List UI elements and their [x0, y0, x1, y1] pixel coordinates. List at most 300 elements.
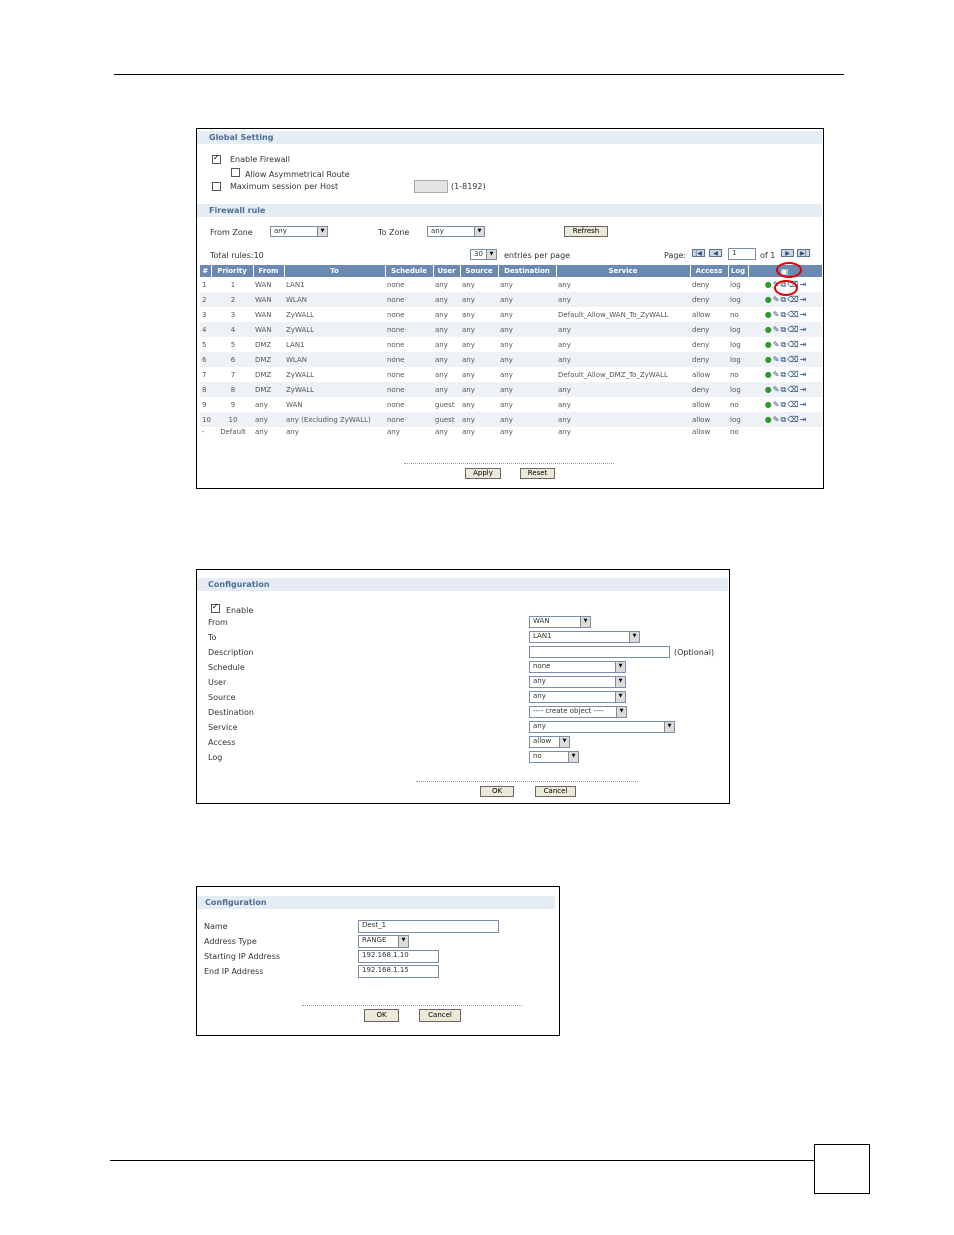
source-select[interactable] [529, 691, 626, 703]
end-ip-input[interactable] [358, 965, 439, 978]
delete-icon[interactable]: ⌫ [787, 294, 799, 304]
table-cell: any [462, 370, 475, 379]
chevron-down-icon: ▼ [629, 632, 639, 642]
chevron-down-icon: ▼ [616, 707, 626, 717]
to-zone-label: To Zone [378, 228, 410, 237]
allow-asym-label: Allow Asymmetrical Route [245, 170, 350, 179]
rule-config-screen [196, 569, 730, 804]
chevron-down-icon: ▼ [664, 722, 674, 732]
col-header: Service [556, 265, 690, 277]
table-cell: 10 [200, 412, 211, 427]
total-rules: Total rules:10 [210, 251, 264, 260]
table-cell: ZyWALL [286, 310, 315, 319]
table-cell: deny [690, 352, 728, 367]
chevron-down-icon: ▼ [486, 250, 496, 259]
address-type-select[interactable] [358, 935, 409, 948]
destination-select[interactable] [529, 706, 627, 718]
table-cell: deny [690, 322, 728, 337]
chevron-down-icon: ▼ [615, 692, 625, 702]
table-cell: WLAN [284, 352, 385, 367]
table-cell: DMZ [255, 340, 272, 349]
clone-icon[interactable]: ⧉ [780, 324, 787, 334]
table-cell: 7 [230, 370, 236, 379]
first-page-button[interactable]: |◀ [692, 249, 705, 257]
table-cell: any [558, 400, 571, 409]
table-cell: any [556, 412, 690, 427]
table-cell: ZyWALL [284, 322, 385, 337]
table-cell: no [730, 428, 739, 436]
service-label: Service [208, 723, 238, 732]
col-header: From [253, 265, 284, 277]
table-cell: any [460, 292, 498, 307]
table-cell: any [500, 400, 513, 409]
table-cell: none [387, 340, 405, 349]
actions-cell [748, 337, 822, 352]
table-cell: 3 [230, 310, 236, 319]
enable-rule-checkbox[interactable] [211, 604, 220, 613]
table-cell: any [387, 428, 400, 436]
table-cell: allow [692, 370, 711, 379]
edit-icon[interactable]: ✎ [772, 354, 780, 364]
activate-icon[interactable]: ● [764, 384, 772, 394]
table-cell: log [728, 322, 748, 337]
start-ip-label: Starting IP Address [204, 952, 281, 961]
enable-rule-label: Enable [226, 606, 254, 615]
clone-icon[interactable]: ⧉ [780, 309, 787, 319]
log-select[interactable] [529, 751, 579, 763]
edit-icon[interactable]: ✎ [772, 399, 780, 409]
table-cell: any [498, 292, 556, 307]
table-cell: guest [433, 412, 460, 427]
col-header: Log [728, 265, 748, 277]
address-config-title: Configuration [197, 896, 555, 909]
clone-icon[interactable]: ⧉ [780, 414, 787, 424]
col-header: Source [460, 265, 498, 277]
table-cell: none [385, 352, 433, 367]
table-cell: log [728, 352, 748, 367]
apply-button[interactable]: Apply [465, 468, 501, 479]
access-value: allow [533, 737, 552, 745]
table-cell: any [433, 382, 460, 397]
max-session-input[interactable] [414, 180, 448, 193]
from-zone-label: From Zone [210, 228, 253, 237]
delete-icon[interactable]: ⌫ [787, 414, 799, 424]
max-session-checkbox[interactable] [212, 182, 221, 191]
table-cell: 5 [230, 340, 236, 349]
table-cell: any [498, 352, 556, 367]
to-value: LAN1 [533, 632, 552, 640]
move-icon[interactable]: ⇥ [799, 414, 807, 424]
table-cell: any [556, 352, 690, 367]
actions-cell [748, 412, 822, 427]
separator [302, 1005, 522, 1006]
next-page-button[interactable]: ▶ [781, 249, 794, 257]
cancel-button[interactable]: Cancel [535, 786, 576, 797]
firewall-rule-title: Firewall rule [197, 204, 822, 217]
table-cell: allow [690, 412, 728, 427]
separator [404, 463, 614, 464]
table-cell: any [255, 428, 268, 436]
from-label: From [208, 618, 228, 627]
table-cell: none [387, 280, 405, 289]
table-cell: any [556, 292, 690, 307]
table-cell: allow [692, 310, 711, 319]
table-cell: DMZ [253, 382, 284, 397]
table-cell: any [462, 340, 475, 349]
table-cell: any [556, 382, 690, 397]
table-cell: any [255, 400, 268, 409]
table-cell: ZyWALL [284, 382, 385, 397]
per-page-select[interactable]: 30 ▼ [470, 249, 497, 260]
page-number-box [814, 1144, 870, 1194]
table-cell: WAN [253, 322, 284, 337]
clone-icon[interactable]: ⧉ [780, 354, 787, 364]
description-optional: (Optional) [674, 648, 715, 657]
schedule-select[interactable] [529, 661, 626, 673]
from-value: WAN [533, 617, 550, 625]
to-zone-select[interactable]: any ▼ [427, 226, 485, 237]
edit-icon[interactable]: ✎ [772, 294, 780, 304]
enable-firewall-label: Enable Firewall [230, 155, 290, 164]
refresh-button[interactable]: Refresh [564, 226, 608, 237]
move-icon[interactable]: ⇥ [799, 399, 807, 409]
table-cell: guest [435, 400, 455, 409]
table-cell: log [730, 280, 741, 289]
access-label: Access [208, 738, 236, 747]
schedule-value: none [533, 662, 551, 670]
move-icon[interactable]: ⇥ [799, 324, 807, 334]
separator [416, 781, 638, 782]
table-cell: 8 [200, 382, 211, 397]
table-cell: any [556, 322, 690, 337]
table-cell: allow [692, 428, 711, 436]
table-cell: Default_Allow_DMZ_To_ZyWALL [558, 370, 668, 379]
clone-icon[interactable]: ⧉ [780, 294, 787, 304]
chevron-down-icon: ▼ [474, 227, 484, 236]
activate-icon[interactable]: ● [764, 294, 772, 304]
table-cell: 5 [202, 340, 207, 349]
col-header: To [284, 265, 385, 277]
table-cell: DMZ [253, 352, 284, 367]
service-select[interactable] [529, 721, 675, 733]
edit-icon[interactable]: ✎ [772, 324, 780, 334]
edit-icon[interactable]: ✎ [772, 309, 780, 319]
activate-icon[interactable]: ● [764, 324, 772, 334]
table-cell: any [460, 412, 498, 427]
clone-icon[interactable]: ⧉ [780, 384, 787, 394]
actions-cell [748, 397, 822, 412]
activate-icon[interactable]: ● [764, 339, 772, 349]
table-row[interactable] [200, 277, 822, 292]
activate-icon[interactable]: ● [764, 354, 772, 364]
table-row[interactable] [200, 397, 822, 412]
access-select[interactable] [529, 736, 570, 748]
col-header: Priority [211, 265, 253, 277]
to-select[interactable] [529, 631, 640, 643]
highlight-circle-add [776, 262, 802, 278]
table-cell: 2 [200, 292, 211, 307]
table-cell: 1 [202, 280, 207, 289]
table-cell: any [462, 428, 475, 436]
table-cell: log [728, 382, 748, 397]
table-cell: - [202, 428, 205, 436]
actions-cell [748, 352, 822, 367]
schedule-label: Schedule [208, 663, 245, 672]
from-select[interactable] [529, 616, 591, 628]
move-icon[interactable]: ⇥ [799, 294, 807, 304]
table-row[interactable] [200, 352, 822, 367]
table-cell: any [433, 322, 460, 337]
name-value: Dest_1 [362, 921, 387, 929]
destination-label: Destination [208, 708, 254, 717]
name-input[interactable] [358, 920, 499, 933]
table-cell: 8 [211, 382, 253, 397]
description-label: Description [208, 648, 254, 657]
page-of-label: of 1 [760, 251, 776, 260]
activate-icon[interactable]: ● [764, 399, 772, 409]
prev-page-button[interactable]: ◀ [709, 249, 722, 257]
page-input[interactable]: 1 [728, 248, 756, 260]
table-cell: WLAN [284, 292, 385, 307]
delete-icon[interactable]: ⌫ [787, 384, 799, 394]
move-icon[interactable]: ⇥ [799, 339, 807, 349]
address-type-label: Address Type [204, 937, 257, 946]
table-cell: none [387, 310, 405, 319]
table-row[interactable] [200, 292, 822, 307]
table-cell: deny [692, 340, 710, 349]
description-input[interactable] [529, 646, 670, 658]
header-rule [114, 74, 844, 75]
table-cell: any [435, 280, 448, 289]
table-cell: any [500, 370, 513, 379]
delete-icon[interactable]: ⌫ [787, 369, 799, 379]
table-cell: any [498, 382, 556, 397]
address-type-value: RANGE [362, 936, 387, 944]
table-cell: none [387, 400, 405, 409]
delete-icon[interactable]: ⌫ [787, 399, 799, 409]
move-icon[interactable]: ⇥ [799, 354, 807, 364]
table-cell: 4 [211, 322, 253, 337]
table-cell: any [498, 322, 556, 337]
max-session-label: Maximum session per Host [230, 182, 339, 191]
table-cell: none [387, 370, 405, 379]
ok-button[interactable]: OK [480, 786, 514, 797]
table-row[interactable] [200, 337, 822, 352]
firewall-rule-table [200, 265, 823, 437]
edit-icon[interactable]: ✎ [772, 384, 780, 394]
table-cell: any [435, 340, 448, 349]
table-cell: any [435, 428, 448, 436]
table-cell: 1 [230, 280, 236, 289]
chevron-down-icon: ▼ [559, 737, 569, 747]
table-cell: no [730, 370, 739, 379]
table-cell: any [500, 340, 513, 349]
activate-icon[interactable]: ● [764, 309, 772, 319]
from-zone-select[interactable]: any ▼ [270, 226, 328, 237]
table-cell: 6 [211, 352, 253, 367]
clone-icon[interactable]: ⧉ [780, 399, 787, 409]
table-cell: no [730, 310, 739, 319]
col-header: Destination [498, 265, 556, 277]
reset-button[interactable]: Reset [520, 468, 555, 479]
chevron-down-icon: ▼ [568, 752, 578, 762]
table-header-row [200, 265, 822, 277]
actions-cell [748, 367, 822, 382]
table-cell: none [385, 412, 433, 427]
footer-rule [110, 1160, 814, 1161]
page-label: Page: [664, 251, 687, 260]
table-cell: WAN [255, 310, 272, 319]
actions-cell [748, 307, 822, 322]
delete-icon[interactable]: ⌫ [787, 309, 799, 319]
table-row[interactable] [200, 367, 822, 382]
table-cell: WAN [286, 400, 303, 409]
table-cell: any [500, 280, 513, 289]
table-cell: any [462, 280, 475, 289]
user-label: User [208, 678, 227, 687]
activate-icon[interactable]: ● [764, 369, 772, 379]
table-cell: any [460, 382, 498, 397]
table-cell: none [385, 292, 433, 307]
table-cell: no [730, 400, 739, 409]
source-value: any [533, 692, 546, 700]
chevron-down-icon: ▼ [398, 936, 408, 947]
table-cell: deny [692, 280, 710, 289]
table-cell: 3 [202, 310, 207, 319]
delete-icon[interactable]: ⌫ [787, 324, 799, 334]
table-cell: Default [220, 428, 246, 436]
table-cell: any [558, 340, 571, 349]
add-icon[interactable]: ▣ [780, 266, 789, 276]
to-label: To [208, 633, 217, 642]
table-cell: any [433, 352, 460, 367]
edit-icon[interactable]: ✎ [772, 279, 780, 289]
actions-cell [748, 427, 822, 437]
table-cell: deny [690, 292, 728, 307]
allow-asym-checkbox[interactable] [231, 168, 240, 177]
move-icon[interactable]: ⇥ [799, 309, 807, 319]
clone-icon[interactable]: ⧉ [780, 369, 787, 379]
name-label: Name [204, 922, 228, 931]
col-header: Access [690, 265, 728, 277]
clone-icon[interactable]: ⧉ [780, 279, 787, 289]
edit-icon[interactable]: ✎ [772, 414, 780, 424]
global-setting-title: Global Setting [197, 131, 822, 144]
table-row[interactable] [200, 322, 822, 337]
table-cell: deny [690, 382, 728, 397]
table-cell: 10 [211, 412, 253, 427]
service-value: any [533, 722, 546, 730]
start-ip-value: 192.168.1.10 [362, 951, 409, 959]
activate-icon[interactable]: ● [764, 279, 772, 289]
log-label: Log [208, 753, 223, 762]
table-cell: none [385, 382, 433, 397]
activate-icon[interactable]: ● [764, 414, 772, 424]
table-cell: 2 [211, 292, 253, 307]
move-icon[interactable]: ⇥ [799, 384, 807, 394]
move-icon[interactable]: ⇥ [799, 369, 807, 379]
last-page-button[interactable]: ▶| [797, 249, 810, 257]
table-cell: ZyWALL [286, 370, 315, 379]
chevron-down-icon: ▼ [615, 677, 625, 687]
edit-icon[interactable]: ✎ [772, 339, 780, 349]
chevron-down-icon: ▼ [580, 617, 590, 627]
table-cell: any [462, 310, 475, 319]
table-cell: DMZ [255, 370, 272, 379]
table-cell: any [500, 428, 513, 436]
table-cell: any [435, 370, 448, 379]
table-cell: any [498, 412, 556, 427]
table-cell: log [728, 412, 748, 427]
log-value: no [533, 752, 542, 760]
delete-icon[interactable]: ⌫ [787, 354, 799, 364]
table-cell: WAN [255, 280, 272, 289]
max-session-range: (1-8192) [451, 182, 486, 191]
table-cell: 7 [202, 370, 207, 379]
start-ip-input[interactable] [358, 950, 439, 963]
table-cell: any [558, 280, 571, 289]
chevron-down-icon: ▼ [317, 227, 327, 236]
end-ip-value: 192.168.1.15 [362, 966, 409, 974]
table-cell: any [253, 412, 284, 427]
table-cell: 9 [202, 400, 207, 409]
table-cell: any [462, 400, 475, 409]
actions-cell [748, 382, 822, 397]
delete-icon[interactable]: ⌫ [787, 339, 799, 349]
end-ip-label: End IP Address [204, 967, 264, 976]
table-cell: any [433, 292, 460, 307]
enable-firewall-checkbox[interactable] [212, 155, 221, 164]
table-cell: any [435, 310, 448, 319]
table-cell: any [558, 428, 571, 436]
destination-value: ---- create object ---- [533, 707, 604, 715]
table-cell: log [728, 292, 748, 307]
col-header: Schedule [385, 265, 433, 277]
table-cell: WAN [253, 292, 284, 307]
per-page-label: entries per page [504, 251, 571, 260]
default-rule-row[interactable] [200, 427, 822, 437]
table-row[interactable] [200, 307, 822, 322]
user-select[interactable] [529, 676, 626, 688]
table-row[interactable] [200, 382, 822, 397]
cancel-button[interactable]: Cancel [419, 1009, 461, 1022]
table-cell: 6 [200, 352, 211, 367]
chevron-down-icon: ▼ [615, 662, 625, 672]
table-cell: any [460, 352, 498, 367]
table-cell: any (Excluding ZyWALL) [284, 412, 385, 427]
table-cell: 4 [200, 322, 211, 337]
ok-button[interactable]: OK [364, 1009, 399, 1022]
table-cell: 9 [230, 400, 236, 409]
delete-icon[interactable]: ⌫ [787, 279, 799, 289]
table-cell: any [460, 322, 498, 337]
table-cell: none [385, 322, 433, 337]
table-row[interactable] [200, 412, 822, 427]
table-cell: any [500, 310, 513, 319]
move-icon[interactable]: ⇥ [799, 279, 807, 289]
table-cell: any [286, 428, 299, 436]
col-header: User [433, 265, 460, 277]
table-cell: log [730, 340, 741, 349]
highlight-circle-clone [774, 280, 798, 296]
table-cell: LAN1 [286, 340, 305, 349]
clone-icon[interactable]: ⧉ [780, 339, 787, 349]
rule-config-title: Configuration [197, 578, 728, 591]
table-cell: LAN1 [286, 280, 305, 289]
table-cell: allow [692, 400, 711, 409]
edit-icon[interactable]: ✎ [772, 369, 780, 379]
col-header: # [200, 265, 211, 277]
